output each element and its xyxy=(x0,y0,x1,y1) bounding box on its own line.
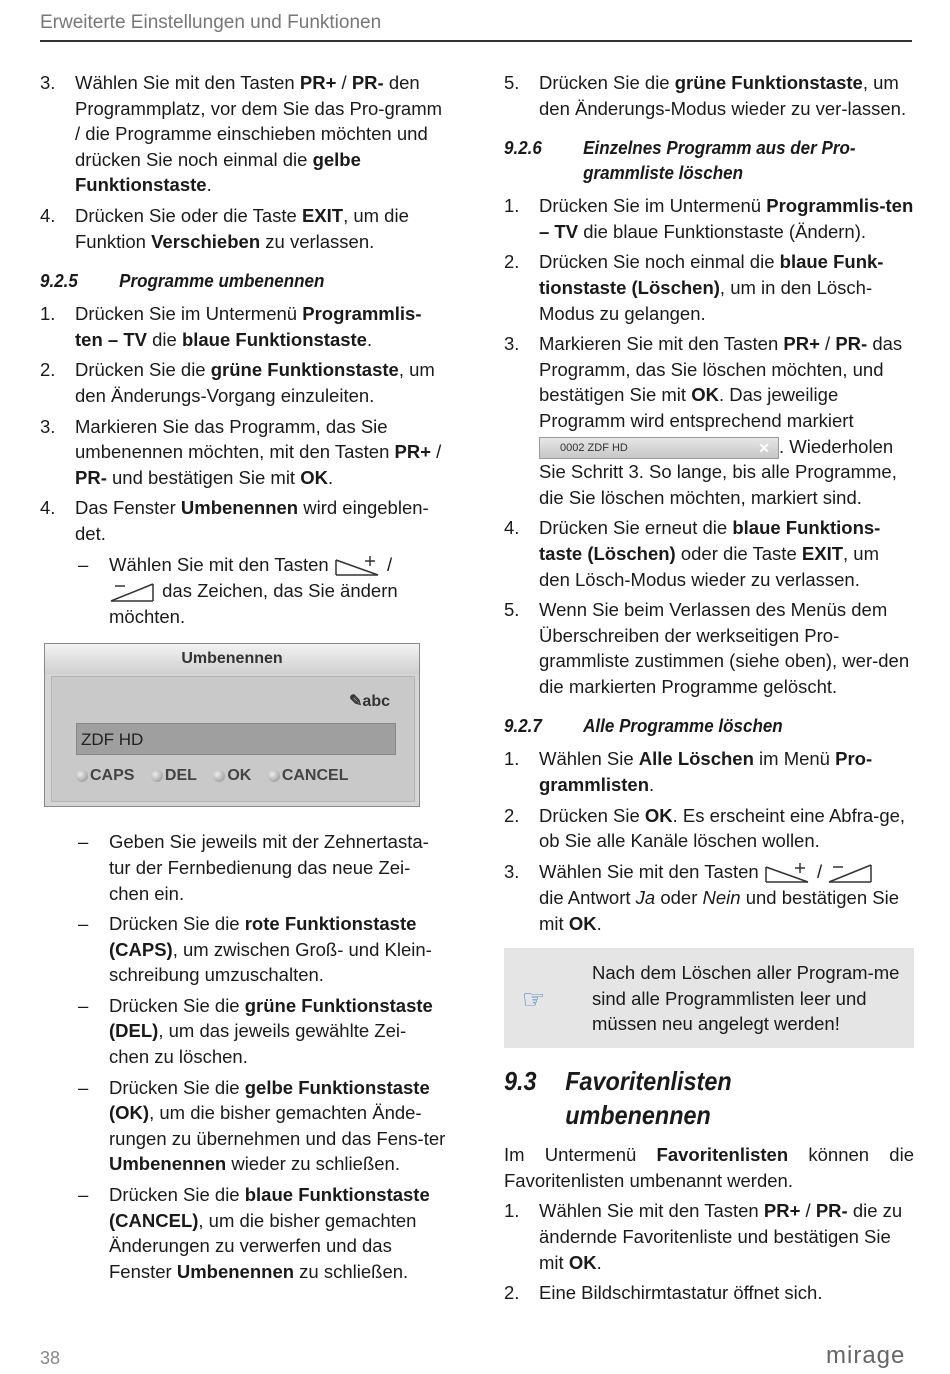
dash-item: – Drücken Sie die gelbe Funktionstaste (OK), um die bisher gemachten Ände-rungen zu übernehmen und das Fens-ter Umbenennen wieder zu schließen. xyxy=(78,1076,446,1175)
list-item: 3. Wählen Sie mit den Tasten / die Antwort Ja oder Nein und bestätigen Sie mit OK. xyxy=(504,860,899,934)
list-item: 3. Wählen Sie mit den Tasten PR+ / PR- den Programmplatz, vor dem Sie das Pro-gramm / die Programme einschieben möchten und drücken Sie noch einmal die gelbe Funktionstaste. xyxy=(40,72,443,196)
dash-item: – Drücken Sie die blaue Funktionstaste (CANCEL), um die bisher gemachten Änderungen zu verwerfen und das Fenster Umbenennen zu schließen. xyxy=(78,1184,430,1282)
dash-keys-after: das Zeichen, das Sie ändern möchten. xyxy=(109,579,398,627)
section-title: Programme umbenennen xyxy=(119,270,325,292)
volume-down-key-icon xyxy=(827,861,875,885)
section-number: 9.2.5 xyxy=(40,270,78,292)
dash-keys-sep: / xyxy=(387,553,393,575)
pointing-hand-icon: ☞ xyxy=(522,984,546,1015)
section-heading-9-2-6 xyxy=(504,135,881,185)
section-heading-9-2-5 xyxy=(40,268,414,293)
list-item: 3. Markieren Sie mit den Tasten PR+ / PR- das Programm, das Sie löschen möchten, und bestätigen Sie mit OK. Das jeweilige Programm wird entsprechend markiert 0002 ZDF HD ✕ . Wiederholen Sie Schritt 3. So lange, bis alle Programme, die Sie löschen möchten, markiert sind. xyxy=(504,333,903,508)
list-item: 5. Drücken Sie die grüne Funktionstaste, um den Änderungs-Modus wieder zu ver-lassen. xyxy=(504,72,907,119)
marked-channel-bar xyxy=(539,437,779,459)
delete-mark-icon: ✕ xyxy=(758,439,770,456)
list-item: 1. Drücken Sie im Untermenü Programmlis-ten – TV die blaue Funktionstaste (Ändern). xyxy=(504,195,914,242)
list-item: 4. Drücken Sie oder die Taste EXIT, um die Funktion Verschieben zu verlassen. xyxy=(40,204,409,252)
pencil-icon: ✎ xyxy=(349,693,363,711)
note-box xyxy=(504,948,914,1048)
list-item: 3. Markieren Sie das Programm, das Sie umbenennen möchten, mit den Tasten PR+ / PR- und bestätigen Sie mit OK. xyxy=(40,415,442,488)
brand-logo: mirage xyxy=(826,1342,906,1369)
volume-up-key-icon xyxy=(334,554,382,578)
dash-item: – Drücken Sie die rote Funktionstaste (CAPS), um zwischen Groß- und Klein-schreibung umzuschalten. xyxy=(78,913,432,986)
dialog-body xyxy=(51,676,415,802)
dialog-title: Umbenennen xyxy=(45,644,419,674)
abc-label: abc xyxy=(362,693,390,711)
list-item: 4. Drücken Sie erneut die blaue Funktions-taste (Löschen) oder die Taste EXIT, um den Lösch-Modus wieder zu verlassen. xyxy=(504,517,881,590)
list-item: 2. Drücken Sie noch einmal die blaue Funk-tionstaste (Löschen), um in den Lösch-Modus zu gelangen. xyxy=(504,251,884,324)
ok-button: OK xyxy=(213,767,251,784)
channel-label: 0002 ZDF HD xyxy=(560,441,628,454)
step3c-after: . Wiederholen Sie Schritt 3. So lange, bis alle Programme, die Sie löschen möchten, markiert sind. xyxy=(539,435,897,508)
dash-keys-before: Wählen Sie mit den Tasten xyxy=(109,553,334,575)
cancel-button: CANCEL xyxy=(268,767,349,784)
dash-item-keys: – Wählen Sie mit den Tasten / das Zeichen, das Sie ändern möchten. xyxy=(78,553,398,627)
del-button: DEL xyxy=(151,767,197,784)
page-header xyxy=(40,12,912,42)
list-item: 1. Wählen Sie Alle Löschen im Menü Pro-grammlisten. xyxy=(504,748,873,796)
dialog-buttons xyxy=(76,767,360,785)
list-item: 1. Wählen Sie mit den Tasten PR+ / PR- die zu ändernde Favoritenliste und bestätigen Sie mit OK. xyxy=(504,1200,903,1273)
dash-item: – Drücken Sie die grüne Funktionstaste (DEL), um das jeweils gewählte Zei-chen zu löschen. xyxy=(78,994,433,1068)
section-number: 9.2.6 xyxy=(504,137,542,159)
rename-dialog-screenshot xyxy=(44,643,420,807)
header-title: Erweiterte Einstellungen und Funktionen xyxy=(40,12,382,33)
list-item: 2. Eine Bildschirmtastatur öffnet sich. xyxy=(504,1282,823,1304)
page-number: 38 xyxy=(40,1348,61,1368)
rename-field: ZDF HD xyxy=(76,723,396,755)
intro-paragraph: Im Untermenü Favoritenlisten können die Favoritenlisten umbenannt werden. xyxy=(504,1144,914,1191)
list-item: 4. Das Fenster Umbenennen wird eingeblen-det. xyxy=(40,497,429,544)
list-item: 2. Drücken Sie die grüne Funktionstaste, um den Änderungs-Vorgang einzuleiten. xyxy=(40,359,435,406)
section-heading-9-3 xyxy=(504,1064,873,1132)
list-item: 2. Drücken Sie OK. Es erscheint eine Abfra-ge, ob Sie alle Kanäle löschen wollen. xyxy=(504,804,906,852)
section-title: Favoritenlisten umbenennen xyxy=(565,1066,732,1131)
volume-down-key-icon xyxy=(109,580,157,604)
section-number: 9.3 xyxy=(504,1066,537,1097)
section-heading-9-2-7 xyxy=(504,713,881,738)
caps-button: CAPS xyxy=(76,767,134,784)
list-item: 5. Wenn Sie beim Verlassen des Menüs dem Überschreiben der werkseitigen Pro-grammliste zustimmen (siehe oben), wer-den die markierten Programme gelöscht. xyxy=(504,599,910,697)
left-column xyxy=(40,70,446,1289)
section-title: Einzelnes Programm aus der Pro-grammliste löschen xyxy=(583,137,856,184)
dialog-input-mode xyxy=(349,691,390,711)
section-number: 9.2.7 xyxy=(504,715,542,737)
note-text: Nach dem Löschen aller Program-me sind alle Programmlisten leer und müssen neu angelegt werden! xyxy=(592,962,900,1035)
right-column xyxy=(504,70,914,1311)
list-item: 1. Drücken Sie im Untermenü Programmlis-ten – TV die blaue Funktionstaste. xyxy=(40,303,422,350)
volume-up-key-icon xyxy=(764,861,812,885)
section-title: Alle Programme löschen xyxy=(583,715,783,737)
dash-item: – Geben Sie jeweils mit der Zehnertasta-tur der Fernbedienung das neue Zei-chen ein. xyxy=(78,831,429,904)
